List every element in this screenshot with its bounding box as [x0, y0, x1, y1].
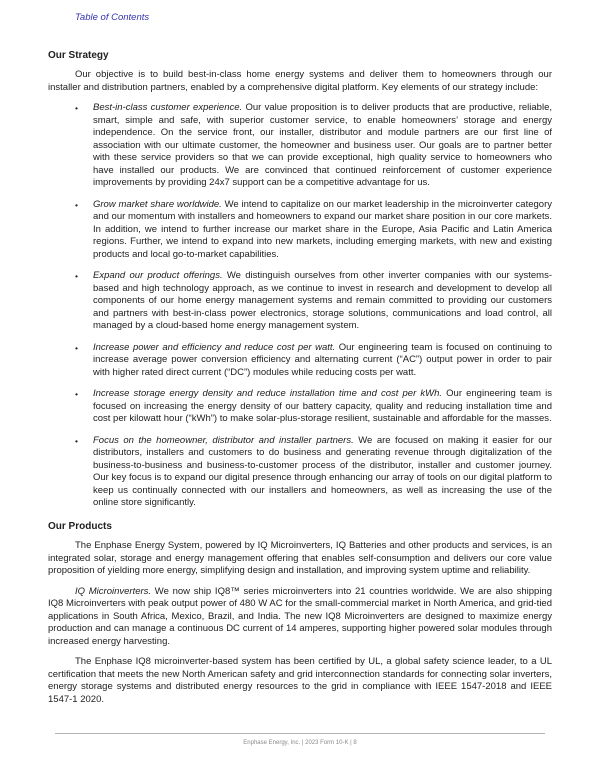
bullet-lead: Expand our product offerings.	[93, 270, 223, 281]
bullet-lead: Increase power and efficiency and reduce cost per watt.	[93, 341, 336, 353]
bullet-paragraph	[93, 342, 552, 380]
products-paragraph-1: The Enphase Energy System, powered by IQ Microinverters, IQ Batteries and other products and services, is an integrated solar, storage and energy management offering that enables self-consumption and delivers our core value proposition of yielding more energy, simplifying design and installation, and improving system uptime and reliability.	[48, 540, 552, 576]
table-of-contents-link[interactable]: Table of Contents	[75, 12, 150, 23]
bullet-lead: Grow market share worldwide.	[93, 198, 222, 210]
bullet-marker: •	[75, 271, 78, 281]
bullet-paragraph	[93, 435, 552, 510]
bullet-text: Our value proposition is to deliver products that are productive, reliable, smart, simple and safe, with superior customer service, to enable homeowners’ storage and energy independence. On the service front, our installer, distributor and module partners are our first line of association with our ultimate customer, the homeowner and business user. Our goals are to partner better with these service providers so that we can provide exceptional, high quality service to homeowners who have installed our products. We are convinced that continued reinforcement of customer experience improvements by providing 24x7 support can be a competitive advantage for us.	[93, 102, 553, 188]
section-heading-our-products: Our Products	[48, 520, 112, 532]
bullet-paragraph	[93, 102, 552, 190]
bullet-marker: •	[75, 199, 78, 210]
strategy-intro-paragraph: Our objective is to build best-in-class home energy systems and deliver them to homeowners through our installer and distribution partners, enabled by a comprehensive digital platform. Key elements of our strategy include:	[48, 69, 552, 93]
bullet-paragraph	[93, 270, 552, 333]
bullet-text: We intend to capitalize on our market leadership in the microinverter category and our momentum with installers and homeowners to expand our market share position in our core markets. In addition, we intend to further increase our market share in the Europe, Asia Pacific and Latin America regions. Further, we intend to expand into new markets, including emerging markets, with new and existing products and local go-to-market capabilities.	[93, 198, 552, 260]
bullet-text: We are focused on making it easier for our distributors, installers and customers to do business and generating revenue through digitalization of the business-to-business and business-to-customer process of the distributor, installer and customer journey. Our key focus is to expand our digital presence through enhancing our array of tools on our digital platform to keep us continually connected with our installers and homeowners, as well as increasing the use of the online store significantly.	[93, 434, 552, 508]
bullet-lead: Best-in-class customer experience.	[93, 102, 243, 113]
bullet-marker: •	[75, 103, 78, 113]
bullet-marker: •	[75, 342, 78, 353]
paragraph-text: We now ship IQ8™ series microinverters into 21 countries worldwide. We are also shipping IQ8 Microinverters with peak output power of 480 W AC for the small-commercial market in North America, and grid-tied applications in South Africa, Mexico, Brazil, and India. The new IQ8 Microinverters are designed to maximize energy production and can manage a continuous DC current of 14 amperes, supporting higher powered solar modules through increased energy harvesting.	[48, 585, 552, 647]
bullet-marker: •	[75, 435, 78, 446]
page-footer: Enphase Energy, Inc. | 2023 Form 10-K | 8	[243, 740, 357, 746]
bullet-text: Our engineering team is focused on continuing to increase average power conversion efficiency and alternating current (“AC”) output power in order to pair with higher rated direct current (“DC”) modules while reducing costs per watt.	[93, 341, 552, 378]
footer-divider	[55, 733, 545, 734]
list-item	[48, 199, 552, 262]
products-paragraph-3: The Enphase IQ8 microinverter-based system has been certified by UL, a global safety science leader, to a UL certification that meets the new North American safety and grid interconnection standards for connecting solar inverters, energy storage systems and distributed energy resources to the grid in compliance with IEEE 1547-2018 and IEEE 1547-1 2020.	[48, 656, 552, 705]
bullet-paragraph	[93, 388, 552, 426]
list-item	[48, 388, 552, 426]
bullet-marker: •	[75, 389, 78, 399]
section-heading-our-strategy: Our Strategy	[48, 49, 109, 61]
list-item	[48, 342, 552, 380]
products-paragraph-2	[48, 586, 552, 649]
list-item	[48, 435, 552, 510]
bullet-paragraph	[93, 199, 552, 262]
bullet-lead: Focus on the homeowner, distributor and installer partners.	[93, 434, 354, 446]
bullet-text: We distinguish ourselves from other inverter companies with our systems-based and high technology approach, as we continue to invest in research and development to develop all components of our home energy management systems and remain committed to providing our customers and partners with best-in-class power electronics, storage solutions, communications and load control, all managed by a cloud-based home energy management system.	[93, 270, 553, 331]
paragraph-lead: IQ Microinverters.	[75, 585, 152, 597]
list-item	[48, 102, 552, 190]
bullet-text: Our engineering team is focused on increasing the energy density of our battery capacity, quality and reducing installation time and cost per kilowatt hour (“kWh”) to make solar-plus-storage resilient, sustainable and affordable for the masses.	[93, 388, 552, 424]
bullet-lead: Increase storage energy density and reduce installation time and cost per kWh.	[93, 388, 443, 399]
list-item	[48, 270, 552, 333]
